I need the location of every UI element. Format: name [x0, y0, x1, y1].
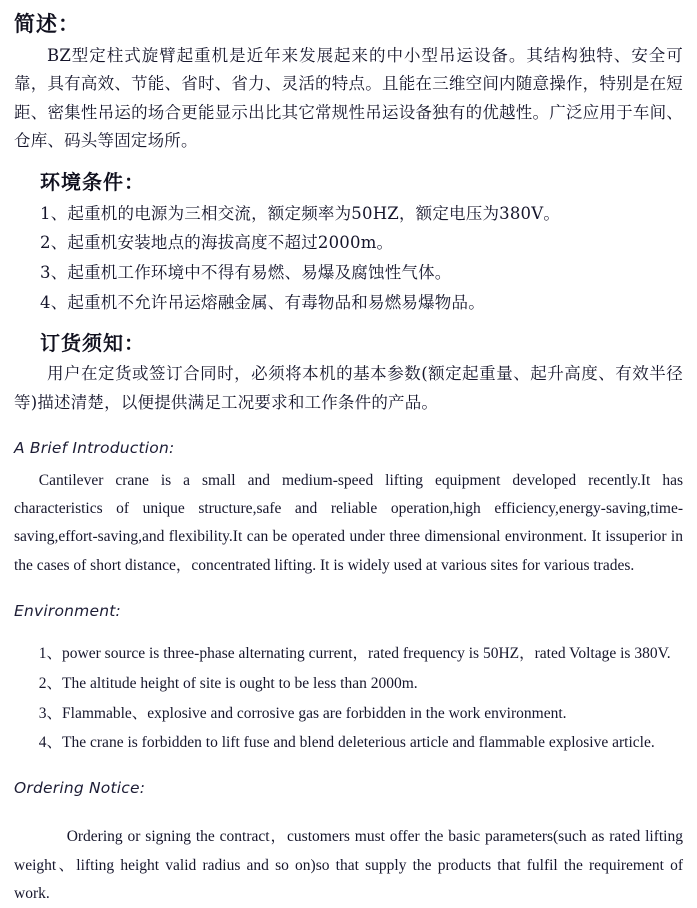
paragraph-brief-cn: BZ型定柱式旋臂起重机是近年来发展起来的中小型吊运设备。其结构独特、安全可靠，具有高效、节能、省时、省力、灵活的特点。且能在三维空间内随意操作，特别是在短距、密集性吊运的场合更能显示出比其它常规性吊运设备独有的优越性。广泛应用于车间、仓库、码头等固定场所。: [14, 46, 683, 151]
heading-environment-cn: 环境条件：: [40, 169, 145, 194]
list-item: 4、The crane is forbidden to lift fuse and blend deleterious article and flammable explosive article.: [38, 734, 655, 752]
list-item: 4、起重机不允许吊运熔融金属、有毒物品和易燃易爆物品。: [40, 292, 485, 312]
list-item: 3、Flammable、explosive and corrosive gas are forbidden in the work environment.: [38, 704, 567, 722]
heading-ordering-en: Ordering Notice:: [14, 779, 146, 798]
spacer: [14, 807, 683, 823]
list-item: 2、The altitude height of site is ought to be less than 2000m.: [38, 674, 418, 692]
spacer: [14, 630, 683, 640]
heading-ordering-cn: 订货须知：: [40, 331, 145, 356]
chinese-section: [0, 0, 697, 417]
paragraph-brief-en: Cantilever crane is a small and medium-speed lifting equipment developed recently.It has characteristics of unique structure,safe and reliable operation,high efficiency,energy-saving,time-saving,effort-saving,and flexibility.It can be operated under three dimensional environment. It issuperior in the cases of short distance，concentrated lifting. It is widely used at various sites for various trades.: [14, 472, 683, 574]
list-item: 1、起重机的电源为三相交流，额定频率为50HZ，额定电压为380V。: [40, 203, 561, 223]
heading-brief-cn: 简述：: [14, 11, 80, 36]
list-item: 3、起重机工作环境中不得有易燃、易爆及腐蚀性气体。: [40, 262, 452, 282]
heading-environment-en: Environment:: [14, 601, 121, 620]
list-item: 1、power source is three-phase alternating current，rated frequency is 50HZ，rated Voltage is 380V.: [38, 644, 671, 662]
list-item: 2、起重机安装地点的海拔高度不超过2000m。: [40, 233, 394, 253]
heading-brief-en: A Brief Introduction:: [14, 439, 175, 457]
paragraph-ordering-en: Ordering or signing the contract，customers must offer the basic parameters(such as rated lifting weight、lifting height valid radius and so on)so that supply the products that fulfil the requirement of work.: [14, 828, 683, 902]
english-section: [0, 439, 697, 908]
paragraph-ordering-cn: 用户在定货或签订合同时，必须将本机的基本参数(额定起重量、起升高度、有效半径等)描述清楚，以便提供满足工况要求和工作条件的产品。: [14, 364, 683, 412]
